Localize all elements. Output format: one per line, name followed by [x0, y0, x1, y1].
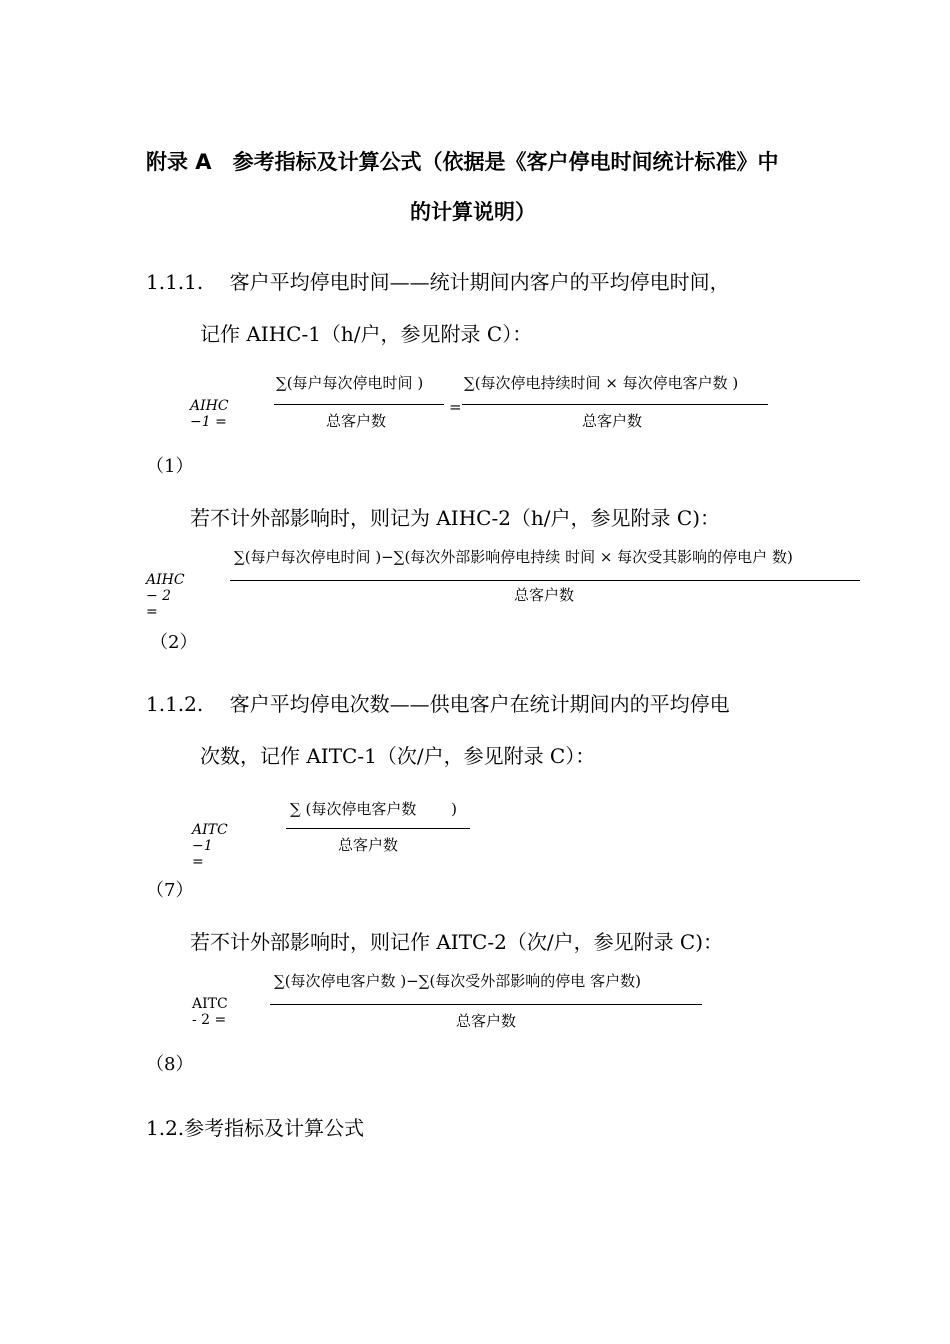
section-112-heading: 1.1.2. 客户平均停电次数——供电客户在统计期间内的平均停电 [146, 692, 730, 716]
eq2-denominator: 总客户数 [514, 586, 575, 604]
eq1-denominator-2: 总客户数 [582, 412, 643, 430]
eq7-lhs: AITC −1 = [192, 822, 228, 870]
appendix-title-line2: 的计算说明） [410, 200, 536, 224]
eq1-lhs: AIHC −1 = [190, 398, 229, 430]
eq1-equals: = [449, 398, 462, 416]
eq7-tag: （7） [146, 880, 194, 901]
section-111-heading: 1.1.1. 客户平均停电时间——统计期间内客户的平均停电时间， [146, 270, 730, 294]
section-112-line2: 次数，记作 AITC-1（次/户，参见附录 C）： [200, 744, 596, 768]
eq1-tag: （1） [146, 456, 194, 477]
eq2-tag: （2） [150, 632, 198, 653]
eq2-fraction-bar [230, 580, 860, 581]
eq2-lhs: AIHC − 2 = [146, 572, 185, 620]
eq8-denominator: 总客户数 [456, 1012, 517, 1030]
eq1-fraction-bar-1 [274, 404, 444, 405]
eq1-denominator-1: 总客户数 [326, 412, 387, 430]
eq1-numerator-1: ∑(每户每次停电时间 ) [276, 374, 424, 392]
eq2-numerator: ∑(每户每次停电时间 )−∑(每次外部影响停电持续 时间 × 每次受其影响的停电户 数) [234, 548, 793, 566]
eq8-numerator: ∑(每次停电客户数 )−∑(每次受外部影响的停电 客户数) [274, 972, 641, 990]
eq8-lhs: AITC - 2 = [192, 996, 228, 1028]
eq8-fraction-bar [270, 1004, 702, 1005]
section-111-line2: 记作 AIHC-1（h/户，参见附录 C）： [200, 322, 533, 346]
appendix-title-line1: 附录 A 参考指标及计算公式（依据是《客户停电时间统计标准》中 [146, 150, 779, 174]
eq7-denominator: 总客户数 [338, 836, 399, 854]
section-12-heading: 1.2.参考指标及计算公式 [146, 1116, 365, 1140]
eq7-fraction-bar [286, 828, 470, 829]
eq8-tag: （8） [146, 1054, 194, 1075]
eq1-numerator-2: ∑(每次停电持续时间 × 每次停电客户数 ) [464, 374, 739, 392]
note-aitc2: 若不计外部影响时，则记作 AITC-2（次/户，参见附录 C)： [190, 930, 724, 954]
eq7-numerator: ∑ (每次停电客户数 ) [290, 800, 457, 818]
note-aihc2: 若不计外部影响时，则记为 AIHC-2（h/户，参见附录 C)： [190, 506, 721, 530]
eq1-fraction-bar-2 [462, 404, 768, 405]
